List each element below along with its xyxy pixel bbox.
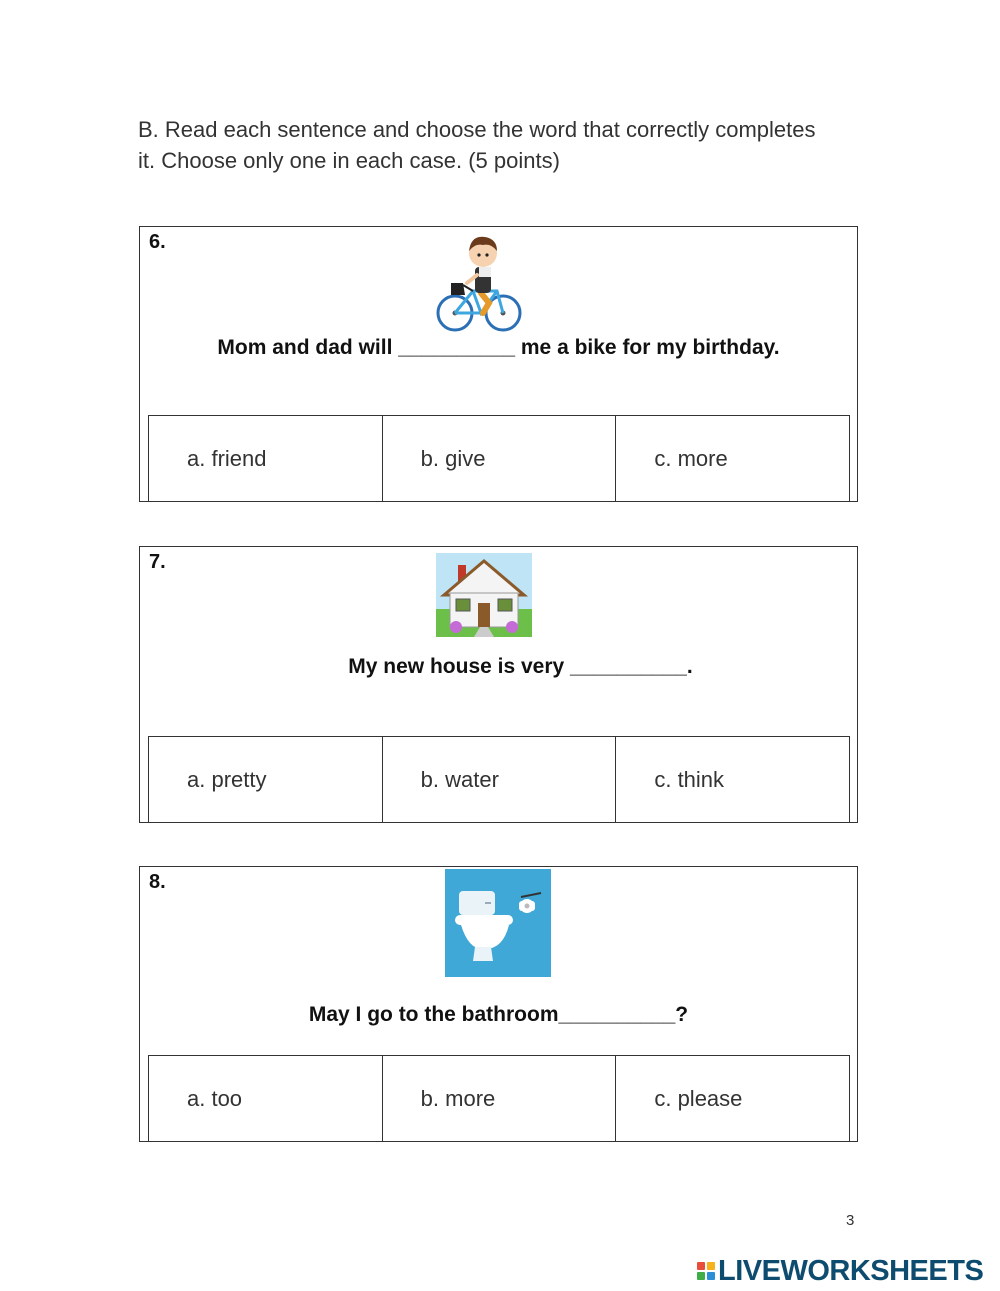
question-7	[139, 546, 858, 823]
question-sentence: May I go to the bathroom__________?	[308, 1003, 689, 1026]
option-c[interactable]: c. think	[654, 766, 725, 792]
instructions-text: B. Read each sentence and choose the word that correctly completes it. Choose only one in each case. (5 points)	[138, 117, 816, 173]
logo-squares-icon	[697, 1262, 715, 1280]
question-6	[139, 226, 858, 502]
question-sentence: My new house is very __________.	[348, 655, 693, 678]
option-b[interactable]: b. water	[383, 737, 617, 822]
toilet-icon	[445, 869, 551, 977]
question-number: 6.	[149, 231, 166, 253]
option-a[interactable]: a. too	[149, 1056, 383, 1141]
question-number: 8.	[149, 871, 166, 893]
option-b[interactable]: b. more	[383, 1056, 617, 1141]
answer-options	[148, 415, 850, 501]
boy-on-bicycle-icon	[433, 231, 523, 333]
question-number: 7.	[149, 551, 166, 573]
option-c[interactable]: c. please	[654, 1085, 743, 1111]
logo-text: LIVEWORKSHEETS	[718, 1254, 984, 1287]
question-8	[139, 866, 858, 1142]
page-number: 3	[846, 1212, 855, 1229]
option-a[interactable]: a. pretty	[149, 737, 383, 822]
option-c[interactable]: c. more	[654, 445, 728, 471]
question-sentence: Mom and dad will __________ me a bike for my birthday.	[217, 336, 780, 359]
option-a[interactable]: a. friend	[149, 416, 383, 501]
option-b[interactable]: b. give	[383, 416, 617, 501]
answer-options	[148, 1055, 850, 1141]
house-icon	[436, 553, 532, 637]
answer-options	[148, 736, 850, 822]
liveworksheets-logo[interactable]	[697, 1256, 983, 1286]
